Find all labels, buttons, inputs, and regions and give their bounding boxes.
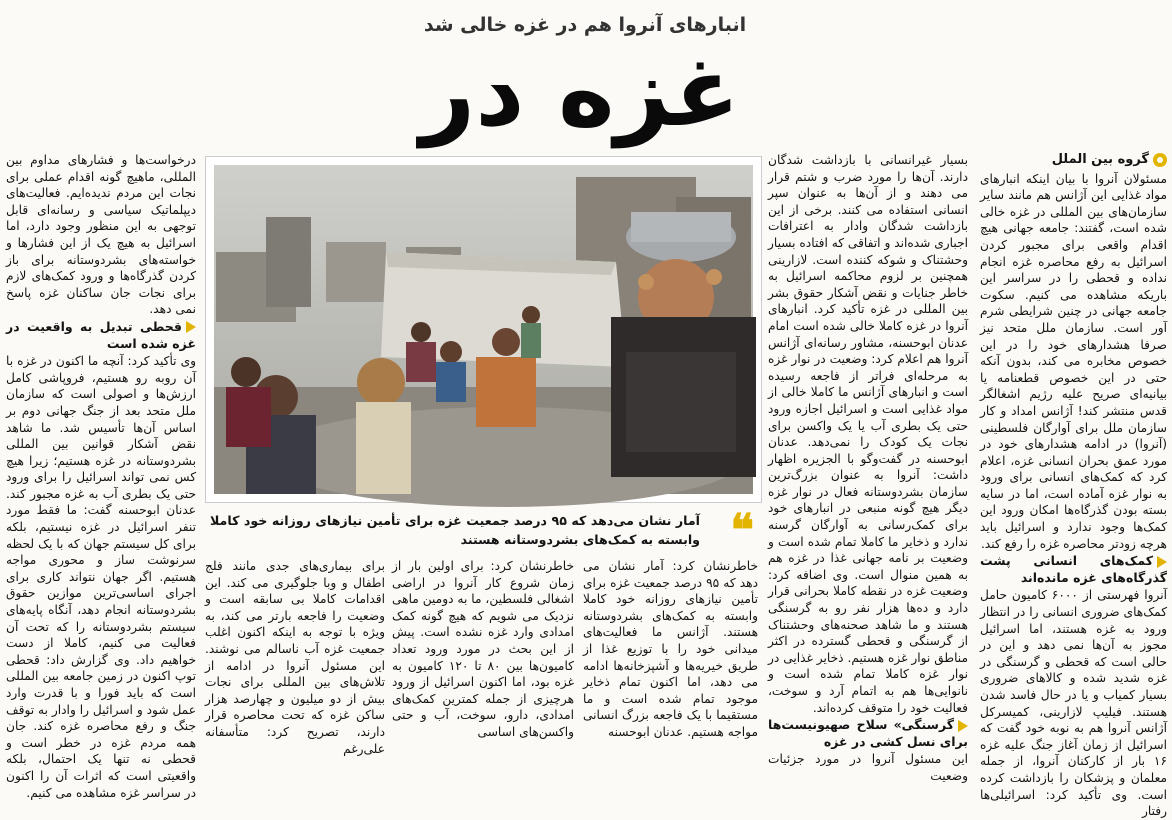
article-paragraph: خاطرنشان کرد: برای اولین بار از زمان شروع کار آنروا در اراضی اشغالی فلسطین، ما به دومین ماهی نزدیک می شویم که هیچ گونه کمک امدادی وارد غزه نشده است. پیش از این بحث در مورد ورود تعداد کامیون‌ها بین ۸۰ تا ۱۲۰ کامیون به غزه بود، اما اکنون اسرائیل از ورود هرچیزی از جمله کمترین کمک‌های امدادی، دارو، سوخت، آب و حتی واکسن‌های اساسی	[392, 559, 574, 739]
subheading	[6, 319, 196, 352]
article-paragraph: بسیار غیرانسانی با بازداشت شدگان دارند. آن‌ها را مورد ضرب و شتم قرار می دهند و از آن‌ها به عنوان سپر انسانی استفاده می کنند. برخی از این بازداشت شدگان وادار به اعترافات اجباری شده‌اند و اتفاقی که افتاده بسیار وحشتناک و شوکه کننده است. لازارینی همچنین بر لزوم محاکمه اسرائیل به خاطر جنایات و نقض آشکار حقوق بشر بین المللی در غزه تأکید کرد. انبارهای آنروا در غزه کاملا خالی شده است امام عدنان ابوحسنه، مشاور رسانه‌ای آژانس آنروا هم اعلام کرد: وضعیت در نوار غزه به مرحله‌ای فراتر از فاجعه رسیده است و انبارهای آژانس ما کاملا خالی از مواد غذایی است و اسرائیل اجازه ورود حتی یک بطری آب یا یک واکسن برای نجات یک کودک را نمی‌دهد. عدنان ابوحسنه در گفت‌وگو با الجزیره اظهار داشت: آنروا به عنوان بزرگ‌ترین سازمان بشردوستانه فعال در نوار غزه دیگر هیچ گونه منبعی در انبارهای خود برای کمک‌رسانی به آوارگان گرسنه ندارد و ذخایر ما کاملا تمام شده است و وضعیت بر نامه جهانی غذا در غزه هم به همین منوال است. وی اضافه کرد: وضعیت غزه در نقطه کاملا بحرانی قرار دارد و ده‌ها هزار نفر رو به گرسنگی هستند و ما شاهد صحنه‌های وحشتناک از گرسنگی و قحطی گسترده در اکثر مناطق نوار غزه هستیم. ذخایر غذایی در نوار غزه کاملا تمام شده است و نانوایی‌ها هم به اتمام آرد و سوخت، فعالیت خود را متوقف کرده‌اند.	[768, 153, 968, 715]
article-paragraph: مسئولان آنروا با بیان اینکه انبارهای مواد غذایی این آژانس هم مانند سایر سازمان‌های بین المللی در غزه خالی شده است، گفتند: جامعه جهانی هیچ اقدام واقعی برای مجبور کردن اسرائیل به رفع محاصره غزه انجام نداده و قحطی را در سراسر این باریکه مشاهده می کنیم. سکوت جامعه جهانی در چنین شرایطی شرم آور است. سازمان ملل متحد نیز صرفا هشدارهای خود را در این خصوص مخابره می کند، بدون آنکه حتی در این خصوص قطعنامه یا بیانیه‌ای صریح علیه رژیم اشغالگر قدس منتشر کند! آژانس امداد و کار سازمان ملل برای آوارگان فلسطینی (آنروا) در ادامه هشدارهای خود در مورد عمق بحران انسانی غزه، اعلام کرد که کمک‌های انسانی برای ورود به نوار غزه آماده است، اما در سایه بسته بودن گذرگاه‌ها امکان ورود این کمک‌ها وجود ندارد و اسرائیل باید هرچه زودتر محاصره غزه را رفع کند.	[980, 171, 1167, 551]
article-paragraph: خاطرنشان کرد: آمار نشان می دهد که ۹۵ درصد جمعیت غزه برای تأمین نیازهای روزانه خود کاملا وابسته به کمک‌های بشردوستانه هستند. آژانس ما فعالیت‌های میدانی خود را با توزیع غذا از طریق خیریه‌ها و آشپزخانه‌ها ادامه می دهد، اما اکنون تمام ذخایر موجود تمام شده است و ما مستقیما با یک فاجعه بزرگ انسانی مواجه هستیم. عدنان ابوحسنه	[583, 559, 758, 739]
article-paragraph: این مسئول آنروا در مورد جزئیات وضعیت	[768, 752, 968, 783]
column-center-2	[392, 558, 574, 739]
news-photo	[205, 156, 762, 503]
article-paragraph: وی تأکید کرد: آنچه ما اکنون در غزه با آن روبه رو هستیم، فروپاشی کامل ارزش‌ها و اصولی است که سازمان ملل متحد بعد از جنگ جهانی دوم بر اساس آن‌ها تأسیس شد. ما شاهد نقض آشکار قوانین بین المللی بشردوستانه در غزه هستیم؛ زیرا هیچ کس نمی تواند اسرائیل را برای ورود حتی یک بطری آب به غزه مجبور کند. عدنان ابوحسنه گفت: ما فقط مورد تنفر اسرائیل در غزه نیستیم، بلکه برای کل سیستم جهان که با یک لحظه سرنوشت ساز و محوری مواجه هستیم. اگر جهان نتواند کاری برای اجرای اساسی‌ترین موازین حقوق بشردوستانه انجام دهد، آنگاه پایه‌های سیستم بشردوستانه را که تحت آن فعالیت می کنیم، کاملا از دست خواهیم داد. وی گزارش داد: قحطی توپ اکنون در زمین جامعه بین المللی است که باید فورا و با قدرت وارد عمل شود و اسرائیل را وادار به توقف جنگ و رفع محاصره غزه کند. جان همه مردم غزه در خطر است و قحطی نه تنها یک احتمال، بلکه واقعیتی است که اثرات آن را اکنون در سراسر غزه مشاهده می کنیم.	[6, 354, 196, 800]
subheading-text: گرسنگی» سلاح صهیونیست‌ها برای نسل کشی در غزه	[768, 717, 968, 749]
photo-caption-text: آمار نشان می‌دهد که ۹۵ درصد جمعیت غزه برای تأمین نیازهای روزانه خود کاملا وابسته به کمک‌های بشردوستانه هستند	[210, 513, 701, 547]
subheading-text: کمک‌های انسانی پشت گذرگاه‌های غزه مانده‌اند	[980, 553, 1167, 585]
newspaper-logo-icon	[1153, 153, 1167, 167]
column-center-3	[205, 558, 385, 756]
article-paragraph: برای بیماری‌های جدی مانند فلج اطفال و وبا جلوگیری می کند. این اقدامات کاملا بی سابقه است و وضعیت را فاجعه بارتر می کند، به ویژه با توجه به اینکه اکنون اغلب جمعیت غزه آب ناسالم می نوشند. این مسئول آنروا در ادامه از تلاش‌های بین المللی برای نجات بیش از دو میلیون و چهارصد هزار ساکن غزه که تحت محاصره قرار دارند، تصریح کرد: متأسفانه علی‌رغم	[205, 559, 385, 756]
subheading-marker-icon	[958, 720, 968, 732]
byline	[980, 152, 1167, 169]
kicker: انبارهای آنروا هم در غزه خالی شد	[423, 14, 747, 36]
article-paragraph: آنروا فهرستی از ۶۰۰۰ کامیون حامل کمک‌های ضروری انسانی را در انتظار ورود به غزه هستند، اما اسرائیل مجوز به آن‌ها نمی دهد و این در حالی است که قحطی و گرسنگی در غزه شدید شده و کالاهای ضروری بسیار کمیاب و یا در حال فاسد شدن هستند. فیلیپ لازارینی، کمیسرکل آژانس آنروا هم به نوبه خود گفت که اسرائیل از زمان آغاز جنگ علیه غزه ۱۶ بار از کارکنان آنروا، از جمله معلمان و پزشکان را بازداشت کرده است. وی تأکید کرد: اسرائیلی‌ها رفتار	[980, 588, 1167, 819]
page-headline: غزه در	[420, 36, 740, 148]
column-center-right	[768, 152, 968, 783]
photo-caption	[205, 503, 760, 555]
news-photo-illustration	[206, 157, 761, 502]
article-paragraph: درخواست‌ها و فشارهای مداوم بین المللی، ماهیچ گونه اقدام عملی برای نجات این مردم ندیده‌ایم. فعالیت‌های دیپلماتیک سیاسی و رسانه‌ای قابل توجهی به این منظور وجود دارد، اما اسرائیل به هیچ یک از این فشارها و خواسته‌های بشردوستانه برای باز کردن گذرگاه‌ها و ورود کمک‌های لازم برای نجات جان ساکنان غزه پاسخ نمی دهد.	[6, 153, 196, 317]
subheading	[768, 717, 968, 750]
column-left	[6, 152, 196, 800]
subheading-marker-icon	[186, 321, 196, 333]
column-right	[980, 152, 1167, 819]
byline-text: گروه بین الملل	[1051, 152, 1149, 167]
subheading	[980, 553, 1167, 586]
subheading-marker-icon	[1157, 556, 1167, 568]
subheading-text: قحطی تبدیل به واقعیت در غزه شده است	[6, 318, 196, 351]
column-center-1	[583, 558, 758, 739]
quote-icon: ❝	[730, 505, 754, 556]
